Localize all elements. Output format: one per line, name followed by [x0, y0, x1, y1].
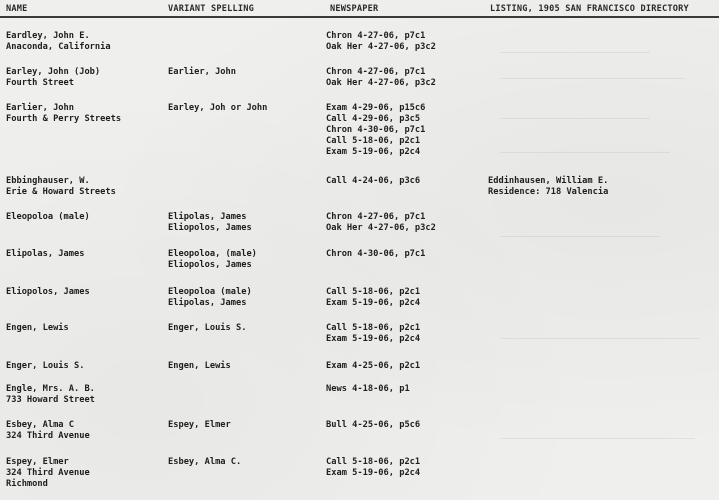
entry-name-line: Engen, Lewis [6, 323, 69, 333]
entry-name [6, 457, 90, 490]
entry-newspaper-line: Call 5-18-06, p2c1 [326, 323, 421, 333]
header-rule [0, 16, 719, 18]
entry-newspaper [326, 384, 410, 395]
entry-newspaper [326, 457, 420, 479]
entry-newspaper-line: Chron 4-27-06, p7c1 [326, 212, 426, 222]
entry-name-line: Erie & Howard Streets [6, 187, 116, 197]
header-variant-spelling: VARIANT SPELLING [168, 4, 254, 14]
entry-newspaper-line: Oak Her 4-27-06, p3c2 [326, 78, 436, 88]
entry-name-line: Fourth & Perry Streets [6, 114, 122, 124]
entry-variant-spelling [168, 67, 236, 78]
entry-newspaper-line: Call 4-29-06, p3c5 [326, 114, 421, 124]
entry-newspaper-line: Exam 5-19-06, p2c4 [326, 334, 421, 344]
entry-variant-spelling-line: Eliopolos, James [168, 223, 252, 233]
entry-newspaper-line: Call 5-18-06, p2c1 [326, 287, 421, 297]
entry-newspaper-line: Exam 4-25-06, p2c1 [326, 361, 421, 371]
entry-name-line: Ebbinghauser, W. [6, 176, 90, 186]
entry-name-line: Eardley, John E. [6, 31, 90, 41]
entry-variant-spelling-line: Elipolas, James [168, 298, 247, 308]
entry-listing [488, 176, 608, 198]
entry-variant-spelling-line: Eliopolos, James [168, 260, 252, 270]
entry-newspaper-line: Chron 4-30-06, p7c1 [326, 125, 426, 135]
entry-variant-spelling-line: Earley, Joh or John [168, 103, 268, 113]
entry-newspaper-line: Call 4-24-06, p3c6 [326, 176, 421, 186]
entry-name-line: 324 Third Avenue [6, 468, 90, 478]
entry-variant-spelling-line: Elipolas, James [168, 212, 247, 222]
entry-name [6, 212, 90, 223]
entry-name [6, 249, 84, 260]
entry-variant-spelling-line: Engen, Lewis [168, 361, 231, 371]
bleed-through-mark [500, 118, 650, 119]
entry-name [6, 176, 116, 198]
entry-name [6, 67, 100, 89]
entry-newspaper [326, 323, 420, 345]
header-newspaper: NEWSPAPER [330, 4, 379, 14]
entry-name [6, 361, 84, 372]
entry-name-line: Enger, Louis S. [6, 361, 85, 371]
entry-newspaper-line: Exam 4-29-06, p15c6 [326, 103, 426, 113]
entry-variant-spelling [168, 361, 231, 372]
entry-variant-spelling [168, 323, 246, 334]
entry-name [6, 323, 69, 334]
entry-variant-spelling-line: Eleopoloa, (male) [168, 249, 257, 259]
entry-newspaper-line: Call 5-18-06, p2c1 [326, 136, 421, 146]
entry-newspaper [326, 287, 420, 309]
entry-variant-spelling [168, 249, 257, 271]
entry-name-line: Eliopolos, James [6, 287, 90, 297]
entry-variant-spelling [168, 287, 252, 309]
entry-newspaper [326, 212, 436, 234]
entry-variant-spelling-line: Eleopoloa (male) [168, 287, 252, 297]
entry-name [6, 287, 90, 298]
entry-newspaper [326, 249, 425, 260]
entry-name [6, 384, 95, 406]
entry-name-line: Engle, Mrs. A. B. [6, 384, 95, 394]
bleed-through-mark [500, 152, 670, 153]
entry-variant-spelling-line: Esbey, Alma C. [168, 457, 242, 467]
entry-newspaper-line: Exam 5-19-06, p2c4 [326, 298, 421, 308]
entry-name [6, 420, 90, 442]
bleed-through-mark [500, 438, 695, 439]
entry-variant-spelling-line: Enger, Louis S. [168, 323, 247, 333]
entry-name-line: Espey, Elmer [6, 457, 69, 467]
entry-name-line: Esbey, Alma C [6, 420, 74, 430]
entry-newspaper-line: Chron 4-27-06, p7c1 [326, 67, 426, 77]
entry-name [6, 31, 111, 53]
entry-variant-spelling-line: Earlier, John [168, 67, 236, 77]
entry-newspaper [326, 31, 436, 53]
entry-newspaper-line: Exam 5-19-06, p2c4 [326, 468, 421, 478]
entry-newspaper [326, 67, 436, 89]
entry-name-line: Fourth Street [6, 78, 74, 88]
entry-name-line: Elipolas, James [6, 249, 85, 259]
entry-newspaper-line: Oak Her 4-27-06, p3c2 [326, 42, 436, 52]
entry-newspaper-line: Chron 4-30-06, p7c1 [326, 249, 426, 259]
entry-name-line: 733 Howard Street [6, 395, 95, 405]
bleed-through-mark [500, 236, 660, 237]
entry-newspaper-line: News 4-18-06, p1 [326, 384, 410, 394]
entry-listing-line: Residence: 718 Valencia [488, 187, 609, 197]
entry-name-line: 324 Third Avenue [6, 431, 90, 441]
entry-newspaper-line: Exam 5-19-06, p2c4 [326, 147, 421, 157]
entry-variant-spelling [168, 212, 252, 234]
entry-newspaper [326, 103, 425, 158]
entry-variant-spelling [168, 457, 241, 468]
entry-name-line: Earley, John (Job) [6, 67, 101, 77]
entry-name-line: Eleopoloa (male) [6, 212, 90, 222]
entry-name-line: Earlier, John [6, 103, 74, 113]
entry-newspaper-line: Oak Her 4-27-06, p3c2 [326, 223, 436, 233]
entry-name-line: Richmond [6, 479, 48, 489]
entry-name-line: Anaconda, California [6, 42, 111, 52]
entry-variant-spelling [168, 420, 231, 431]
entry-listing-line: Eddinhausen, William E. [488, 176, 609, 186]
entry-variant-spelling-line: Espey, Elmer [168, 420, 231, 430]
entry-newspaper [326, 176, 420, 187]
entry-newspaper-line: Chron 4-27-06, p7c1 [326, 31, 426, 41]
header-name: NAME [6, 4, 28, 14]
entry-newspaper [326, 361, 420, 372]
entry-newspaper-line: Call 5-18-06, p2c1 [326, 457, 421, 467]
entry-name [6, 103, 121, 125]
entry-newspaper-line: Bull 4-25-06, p5c6 [326, 420, 421, 430]
entry-variant-spelling [168, 103, 267, 114]
header-listing: LISTING, 1905 SAN FRANCISCO DIRECTORY [490, 4, 689, 14]
bleed-through-mark [500, 338, 700, 339]
bleed-through-mark [500, 78, 685, 79]
bleed-through-mark [500, 52, 650, 53]
entry-newspaper [326, 420, 420, 431]
